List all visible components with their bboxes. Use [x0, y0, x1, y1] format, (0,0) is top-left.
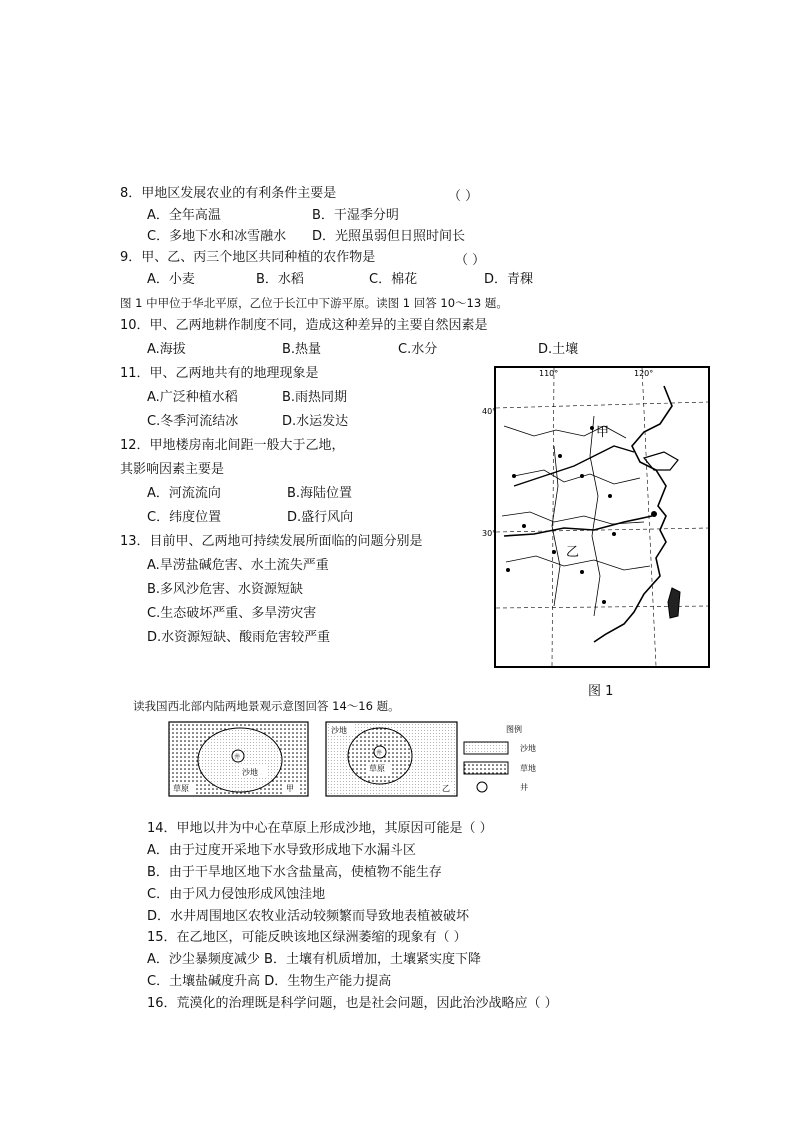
left-sand-label: 沙地 [242, 768, 258, 777]
q8-option-d: D．光照虽弱但日照时间长 [312, 229, 466, 244]
q13-option-d: D.水资源短缺、酸雨危害较严重 [147, 630, 331, 645]
intro-10-13: 图 1 中甲位于华北平原，乙位于长江中下游平原。读图 1 回答 10～13 题。 [120, 296, 508, 310]
q12-stem-line2: 其影响因素主要是 [120, 462, 225, 477]
label-jia: 甲 [596, 425, 610, 440]
q10-option-d: D.土壤 [538, 342, 579, 357]
q14-option-a: A．由于过度开采地下水导致形成地下水漏斗区 [147, 843, 416, 858]
right-sand-label: 沙地 [331, 726, 347, 735]
legend-well: 井 [520, 783, 528, 792]
map-svg [482, 366, 710, 668]
q15-option-ab: A．沙尘暴频度减少 B．土壤有机质增加，土壤紧实度下降 [147, 952, 481, 967]
q8-paren: （ ） [448, 189, 479, 204]
q13-option-b: B.多风沙危害、水资源短缺 [147, 582, 304, 597]
q13-stem: 13．目前甲、乙两地可持续发展所面临的问题分别是 [120, 534, 423, 549]
left-grass-label: 草原 [173, 784, 189, 793]
q9-option-d: D．青稞 [484, 272, 534, 287]
q10-option-a: A.海拔 [147, 342, 186, 357]
q12-stem-line1: 12．甲地楼房南北间距一般大于乙地， [120, 438, 345, 453]
lat-30-label: 30° [482, 529, 497, 538]
legend-title: 图例 [506, 725, 522, 734]
q14-option-b: B．由于干旱地区地下水含盐量高，使植物不能生存 [147, 865, 442, 880]
q10-option-b: B.热量 [282, 342, 322, 357]
right-well-label: 井 [376, 750, 383, 757]
legend-sand: 沙地 [520, 744, 536, 753]
legend-grass: 草地 [520, 764, 536, 773]
map-caption: 图 1 [588, 684, 614, 699]
desert-svg [168, 720, 558, 800]
q10-stem: 10．甲、乙两地耕作制度不同，造成这种差异的主要自然因素是 [120, 318, 488, 333]
intro-14-16: 读我国西北部内陆两地景观示意图回答 14～16 题。 [133, 699, 400, 713]
q15-stem: 15．在乙地区，可能反映该地区绿洲萎缩的现象有（ ） [147, 930, 467, 945]
q14-option-d: D．水井周围地区农牧业活动较频繁而导致地表植被破坏 [147, 909, 470, 924]
q13-option-c: C.生态破坏严重、多旱涝灾害 [147, 606, 317, 621]
q11-option-b: B.雨热同期 [282, 390, 348, 405]
q11-option-d: D.水运发达 [282, 414, 349, 429]
q13-option-a: A.旱涝盐碱危害、水土流失严重 [147, 558, 329, 573]
desert-landscape-figure [168, 720, 558, 800]
lon-110-label: 110° [539, 369, 559, 378]
q12-option-c: C．纬度位置 [147, 510, 222, 525]
q14-stem: 14．甲地以井为中心在草原上形成沙地，其原因可能是（ ） [147, 821, 493, 836]
q11-stem: 11．甲、乙两地共有的地理现象是 [120, 366, 319, 381]
q12-option-b: B.海陆位置 [287, 486, 353, 501]
q11-option-c: C.冬季河流结冰 [147, 414, 239, 429]
china-east-map [482, 366, 710, 668]
q8-option-a: A．全年高温 [147, 208, 221, 223]
q15-option-cd: C．土壤盐碱度升高 D．生物生产能力提高 [147, 974, 392, 989]
q9-option-c: C．棉花 [369, 272, 418, 287]
q10-option-c: C.水分 [398, 342, 438, 357]
q16-stem: 16．荒漠化的治理既是科学问题，也是社会问题，因此治沙战略应（ ） [147, 996, 558, 1011]
q11-option-a: A.广泛种植水稻 [147, 390, 238, 405]
legend-well-icon [477, 782, 487, 792]
q12-option-a: A．河流流向 [147, 486, 221, 501]
lon-120-label: 120° [634, 369, 654, 378]
q14-option-c: C．由于风力侵蚀形成风蚀洼地 [147, 887, 326, 902]
right-grass-label: 草原 [369, 764, 385, 773]
q9-paren: （ ） [455, 253, 486, 268]
q8-option-c: C．多地下水和冰雪融水 [147, 229, 287, 244]
q8-stem: 8．甲地区发展农业的有利条件主要是 [120, 186, 337, 201]
q9-option-b: B．水稻 [256, 272, 304, 287]
q9-stem: 9．甲、乙、丙三个地区共同种植的农作物是 [120, 250, 376, 265]
q8-option-b: B．干湿季分明 [312, 208, 399, 223]
lat-40-label: 40° [482, 407, 497, 416]
left-well-label: 井 [234, 754, 241, 761]
q12-option-d: D.盛行风向 [287, 510, 354, 525]
right-panel-name: 乙 [442, 784, 450, 793]
label-yi: 乙 [566, 545, 580, 560]
q9-option-a: A．小麦 [147, 272, 195, 287]
left-panel-name: 甲 [286, 784, 294, 793]
